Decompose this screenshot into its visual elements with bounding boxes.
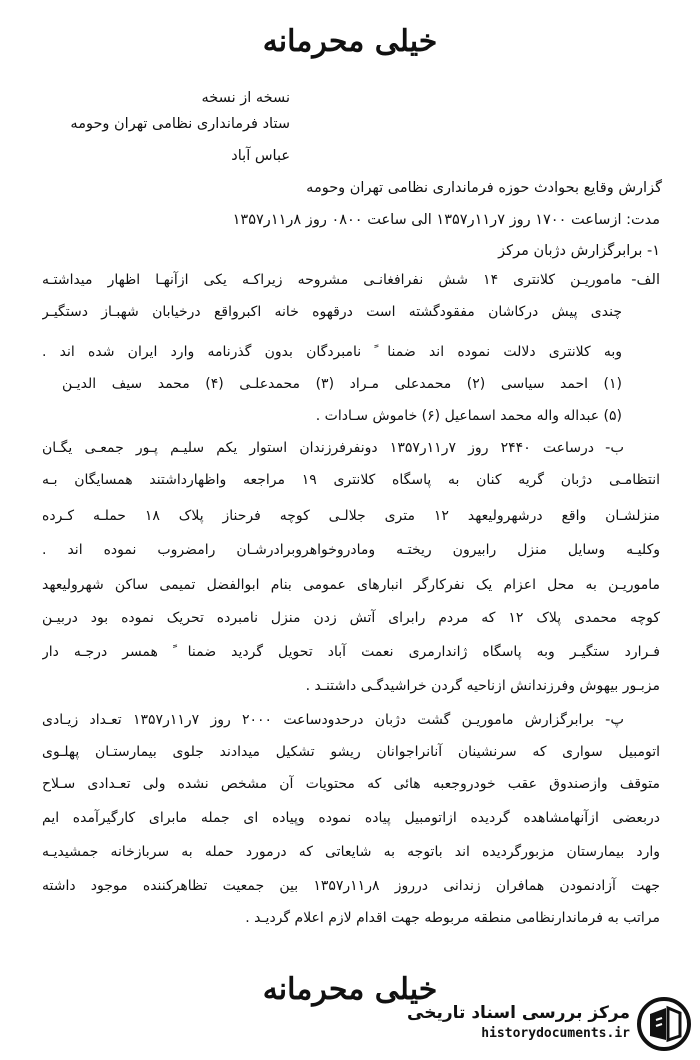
paragraph-be-l6: [42, 608, 660, 628]
para-be-line: انتظامـی دژبان گریه کنان به پاسگاه کلانتری ۱۹ مراجعه واظهارداشتند همسایگان بـه: [42, 472, 660, 488]
watermark-url: historydocuments.ir: [481, 1026, 630, 1041]
paragraph-pe-l4: [42, 808, 660, 828]
para-alef-line: چندی پیش درکاشان مفقودگشته است درقهوه خانه اکبرواقع درخیابان شهبـاز دستگیـر: [42, 304, 622, 320]
para-be-line: فـرارد ستگیـر وبه پاسگاه ژاندارمری نعمت آباد تحویل گردید ضمنا ً همسر درجـه دار: [42, 644, 660, 660]
para-pe-line: اتومبیل سواری که سرنشینان آنانراجوانان ریشو تشکیل میدادند جلوی بیمارستـان پهلـوی: [42, 744, 660, 760]
recipient-line: ستاد فرمانداری نظامی تهران وحومه: [70, 116, 290, 132]
para-alef-marker: الف-: [631, 272, 660, 288]
history-documents-logo-icon: [636, 996, 692, 1052]
paragraph-be-l4: [42, 540, 660, 560]
para-pe-line: جهت آزادنمودن همافران زندانی درروز ۸ر۱۱ر۱۳۵۷ بین جمعیت تظاهرکننده موجود داشته: [42, 878, 660, 894]
section-heading: ۱- برابرگزارش دژبان مرکز: [498, 243, 660, 259]
report-period: مدت: ازساعت ۱۷۰۰ روز ۷ر۱۱ر۱۳۵۷ الی ساعت ۰۸۰۰ روز ۸ر۱۱ر۱۳۵۷: [232, 212, 660, 228]
para-alef-line: وبه کلانتری دلالت نموده اند ضمنا ً نامبردگان بدون گذرنامه وارد ایران شده اند .: [42, 344, 622, 360]
para-pe-marker: پ-: [605, 712, 624, 728]
para-pe-line: برابرگزارش ماموریـن گشت دژبان درحدودساعت ۲۰۰۰ روز ۷ر۱۱ر۱۳۵۷ تعـداد زیـادی: [42, 712, 594, 728]
paragraph-alef: [42, 270, 622, 290]
paragraph-pe-l2: [42, 742, 660, 762]
paragraph-be-l2: [42, 470, 660, 490]
para-alef-line: ماموریـن کلانتری ۱۴ شش نفرافغانـی مشروحه زیراکـه یکی ازآنهـا اظهار میداشتـه: [42, 272, 622, 288]
names-row: (۵) عبداله واله محمد اسماعیل (۶) خاموش سـادات .: [315, 408, 622, 424]
paragraph-alef-cont: [42, 302, 622, 322]
classification-stamp-top: خیلی محرمانه: [262, 24, 438, 59]
paragraph-be-l5: [42, 575, 660, 595]
para-pe-line: دربعضی ازآنهامشاهده گردیده ازاتومبیل پیاده نموده وپیاده ای جمله مابرای کارگیرآمده ایم: [42, 810, 660, 826]
paragraph-alef-cont2: [42, 342, 622, 362]
paragraph-pe-l6: [42, 876, 660, 896]
names-list-2: [62, 406, 622, 426]
watermark-org-name: مرکز بررسی اسناد تاریخی: [407, 1003, 630, 1023]
para-be-line: منزلشـان واقع درشهرولیعهد ۱۲ متری جلالـی کوچه فرحناز پلاک ۱۸ حملـه کـرده: [42, 508, 660, 524]
paragraph-pe-l5: [42, 842, 660, 862]
para-be-line: ماموریـن به محل اعزام یک نفرکارگر انبارهای عمومی بنام ابوالفضل تمیمی ساکن شهرولیعهد: [42, 577, 660, 593]
paragraph-pe-l7: [42, 908, 660, 928]
copy-number-line: نسخه از نسخه: [201, 90, 290, 106]
para-be-line: کوچه محمدی پلاک ۱۲ که مردم رابرای آتش زدن منزل نامبرده تحریک نموده بود دربیـن: [42, 610, 660, 626]
paragraph-be-l7: [42, 642, 660, 662]
para-be-marker: ب-: [605, 440, 624, 456]
paragraph-pe-l3: [42, 774, 660, 794]
paragraph-be-l1: [42, 438, 594, 458]
watermark-text: [407, 1002, 630, 1044]
site-watermark: [407, 996, 692, 1056]
city-line: عباس آباد: [231, 148, 290, 164]
para-be-line: وکلیـه وسایل منزل رابیرون ریختـه ومادروخواهروبرادرشـان رامضروب نموده اند .: [42, 542, 660, 558]
classification-stamp-bottom: خیلی محرمانه: [262, 972, 438, 1007]
paragraph-pe-l1: [42, 710, 594, 730]
para-be-line: مزبـور بیهوش وفرزندانش ازناحیه گردن خراشیدگـی داشتنـد .: [305, 678, 660, 694]
para-pe-line: مراتب به فرماندارنظامی منطقه مربوطه جهت اقدام لازم اعلام گردیـد .: [245, 910, 660, 926]
para-pe-line: وارد بیمارستان مزبورگردیده اند باتوجه به شایعاتی که درمورد حمله به سربازخانه جمشیدیـه: [42, 844, 660, 860]
paragraph-be-l8: [42, 676, 660, 696]
para-be-line: درساعت ۲۴۴۰ روز ۷ر۱۱ر۱۳۵۷ دونفرفرزندان استوار یکم سلیـم پـور جمعـی یگـان: [42, 440, 594, 456]
names-list: [62, 374, 622, 394]
report-title: گزارش وقایع بحوادث حوزه فرمانداری نظامی تهران وحومه: [306, 180, 662, 196]
paragraph-be-l3: [42, 506, 660, 526]
para-pe-line: متوقف وازصندوق عقب خودروجعبه هائی که محتویات آن مشخص نشده ولی تعـدادی سـلاح: [42, 776, 660, 792]
names-row: (۱) احمد سیاسی (۲) محمدعلی مـراد (۳) محمدعلـی (۴) محمد سیف الدیـن: [62, 376, 623, 392]
